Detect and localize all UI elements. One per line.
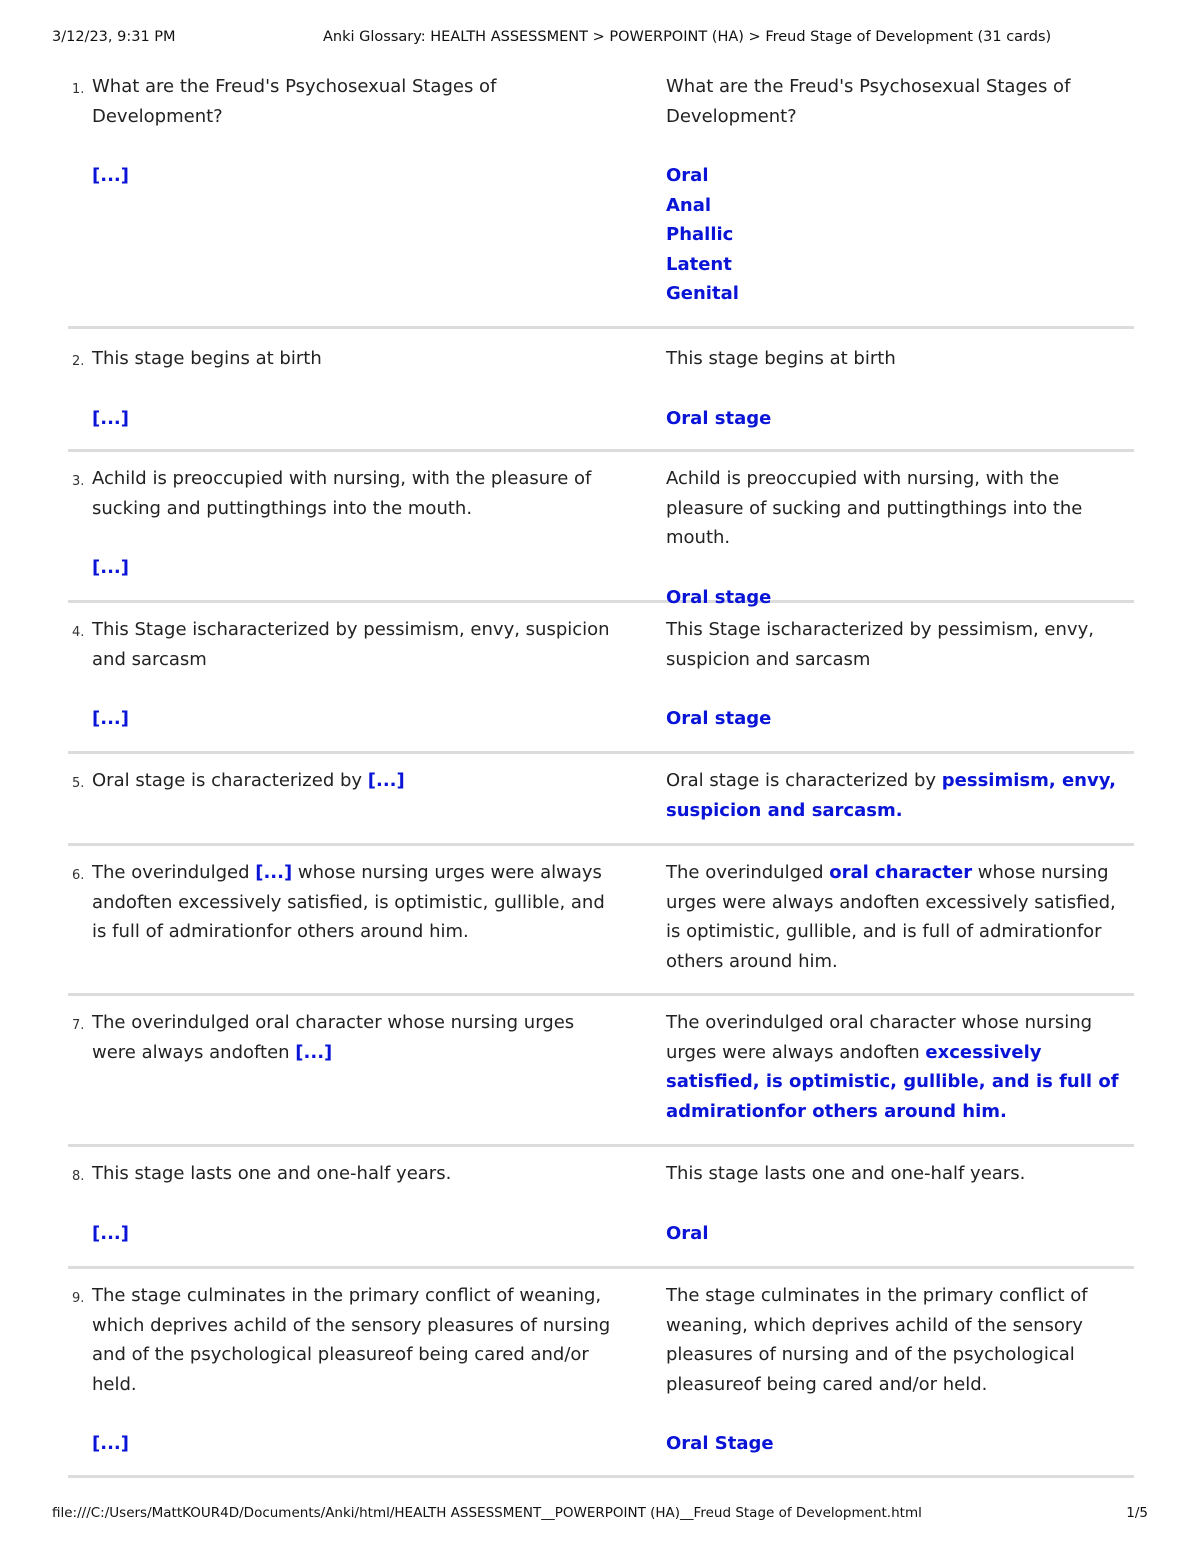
card-question: Achild is preoccupied with nursing, with the pleasure of sucking and puttingthings into the mouth. [92, 468, 592, 519]
card-question-text: Oral stage is characterized by [666, 770, 942, 791]
card-question [92, 1008, 616, 1067]
card-answer: excessively satisfied, is optimistic, gullible, and is full of admirationfor others around him. [666, 1041, 1119, 1122]
card-back [666, 846, 1134, 993]
card-answer-item: Oral [666, 165, 709, 186]
card-question-text: The overindulged oral character whose nursing urges were always andoften [666, 1012, 1093, 1063]
card-question: This stage begins at birth [666, 348, 896, 369]
card-number: 3. [72, 474, 85, 489]
card-question [666, 766, 1126, 825]
card-2 [68, 329, 1134, 452]
card-answer: Oral [666, 1222, 709, 1244]
card-answer: Oral Stage [666, 1433, 774, 1454]
card-back [666, 1147, 1134, 1266]
card-number: 1. [72, 82, 85, 97]
card-9 [68, 1269, 1134, 1478]
card-answer: Oral stage [666, 586, 772, 608]
card-5 [68, 754, 1134, 846]
card-list [68, 72, 1134, 1478]
card-7 [68, 996, 1134, 1147]
card-answer-item: Phallic [666, 224, 734, 245]
card-number: 2. [72, 354, 85, 369]
cloze-placeholder: [...] [92, 557, 129, 578]
card-question: This Stage ischaracterized by pessimism, envy, suspicion and sarcasm [92, 619, 610, 670]
cloze-placeholder: [...] [367, 770, 405, 791]
card-question: The stage culminates in the primary conflict of weaning, which deprives achild of the sensory pleasures of nursing and of the psychological pleasureof being cared and/or held. [92, 1285, 611, 1395]
card-question [666, 858, 1126, 976]
card-question-text: whose nursing urges were always andoften excessively satisfied, is optimistic, gullible, and is full of admirationfor others around him. [666, 862, 1116, 972]
card-front [68, 1269, 666, 1475]
card-question: What are the Freud's Psychosexual Stages of Development? [92, 76, 497, 127]
card-back [666, 72, 1134, 326]
card-question [666, 1008, 1126, 1126]
card-question: This stage begins at birth [92, 348, 322, 369]
cloze-placeholder: [...] [92, 1433, 129, 1454]
card-number: 4. [72, 625, 85, 640]
card-number: 8. [72, 1169, 85, 1184]
cloze-placeholder: [...] [92, 165, 129, 186]
card-back [666, 452, 1134, 608]
cloze-placeholder: [...] [255, 862, 293, 883]
card-8 [68, 1147, 1134, 1269]
card-front [68, 332, 666, 449]
card-number: 7. [72, 1018, 85, 1033]
cloze-placeholder: [...] [295, 1041, 333, 1063]
card-number: 9. [72, 1291, 85, 1306]
print-header [0, 29, 1200, 51]
page-title: Anki Glossary: HEALTH ASSESSMENT > POWERPOINT (HA) > Freud Stage of Development (31 cards) [323, 29, 1052, 45]
card-question-text: The overindulged oral character whose nursing urges were always andoften [92, 1012, 575, 1063]
card-6 [68, 846, 1134, 996]
card-question-text: The overindulged [92, 862, 256, 883]
cloze-placeholder: [...] [92, 407, 129, 429]
card-3 [68, 452, 1134, 608]
card-question: This stage lasts one and one-half years. [92, 1163, 452, 1184]
card-front [68, 996, 666, 1144]
page-number: 1/5 [1126, 1505, 1148, 1521]
card-front [68, 603, 666, 751]
card-question-text: The overindulged [666, 862, 830, 883]
card-front [68, 754, 666, 843]
card-number: 5. [72, 776, 85, 791]
card-number: 6. [72, 868, 85, 883]
card-question: What are the Freud's Psychosexual Stages of Development? [666, 76, 1071, 127]
card-answer: Oral stage [666, 407, 772, 429]
card-front [68, 1147, 666, 1266]
file-path: file:///C:/Users/MattKOUR4D/Documents/Anki/html/HEALTH ASSESSMENT__POWERPOINT (HA)__Freud Stage of Development.html [52, 1505, 922, 1521]
card-4 [68, 603, 1134, 754]
card-1 [68, 72, 1134, 329]
card-question: This stage lasts one and one-half years. [666, 1163, 1026, 1184]
card-answer: Oral stage [666, 708, 772, 729]
cloze-placeholder: [...] [92, 1222, 129, 1244]
card-question: This Stage ischaracterized by pessimism, envy, suspicion and sarcasm [666, 619, 1094, 670]
card-answer-item: Anal [666, 194, 712, 216]
card-back [666, 754, 1134, 843]
card-front [68, 72, 666, 326]
card-question-text: Oral stage is characterized by [92, 770, 368, 791]
card-question [92, 858, 616, 947]
card-question: Achild is preoccupied with nursing, with the pleasure of sucking and puttingthings into the mouth. [666, 468, 1083, 548]
card-back [666, 1269, 1134, 1475]
print-date: 3/12/23, 9:31 PM [52, 29, 176, 45]
card-back [666, 603, 1134, 751]
card-question-text: whose nursing urges were always andoften excessively satisfied, is optimistic, gullible, and is full of admirationfor others around him. [92, 862, 605, 942]
cloze-placeholder: [...] [92, 708, 129, 729]
card-answer-item: Latent [666, 253, 732, 275]
card-front [68, 846, 666, 993]
card-front [68, 452, 666, 600]
card-back [666, 332, 1134, 449]
card-question: The stage culminates in the primary conflict of weaning, which deprives achild of the sensory pleasures of nursing and of the psychological pleasureof being cared and/or held. [666, 1285, 1088, 1395]
card-answer-item: Genital [666, 283, 739, 304]
card-question [92, 766, 616, 796]
card-answer: oral character [829, 862, 973, 883]
card-answer: pessimism, envy, suspicion and sarcasm. [666, 770, 1116, 821]
card-back [666, 996, 1134, 1144]
